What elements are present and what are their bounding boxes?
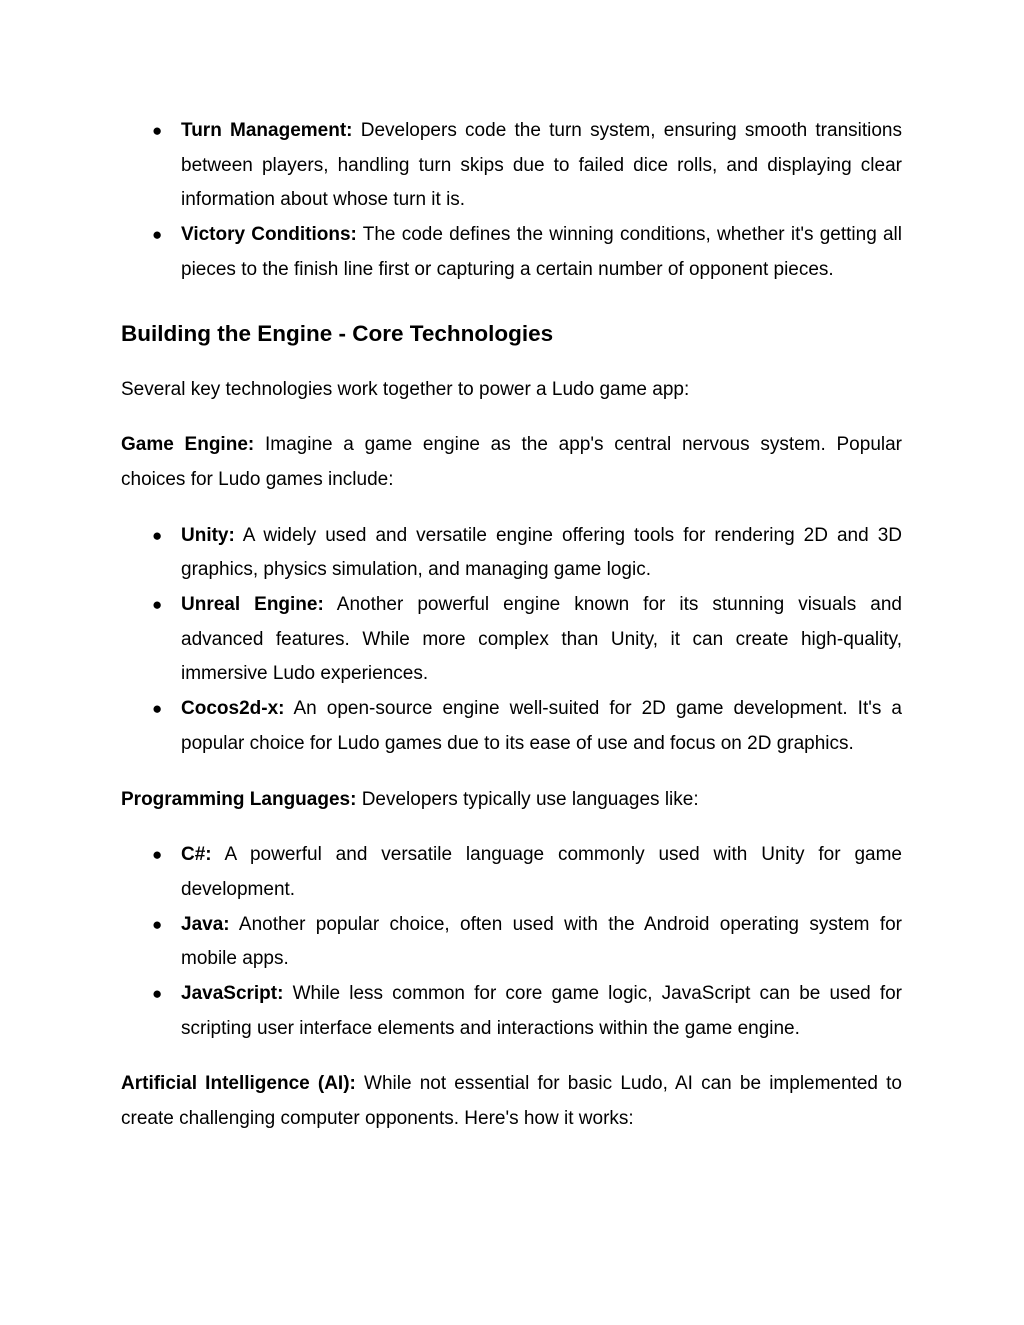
list-item-text: A widely used and versatile engine offering tools for rendering 2D and 3D graphics, physics simulation, and managing game logic. [181,524,902,581]
paragraph-term: Artificial Intelligence (AI): [121,1073,356,1095]
paragraph-text: Developers typically use languages like: [356,788,699,810]
paragraph-term: Programming Languages: [121,788,357,810]
paragraph-text: While not essential for basic Ludo, AI can be implemented to create challenging computer opponents. Here's how it works: [121,1073,902,1130]
list-item-term: Java: [181,913,230,935]
list-item-term: Cocos2d-x: [181,698,285,720]
ai-paragraph [121,1067,902,1136]
bullet-icon: ● [152,845,163,865]
list-item-text: An open-source engine well-suited for 2D game development. It's a popular choice for Ludo games due to its ease of use and focus on 2D graphics. [181,698,902,754]
list-item-text: A powerful and versatile language commonly used with Unity for game development. [181,844,902,900]
document-page [121,114,902,1137]
list-item [121,692,902,761]
intro-paragraph: Several key technologies work together to power a Ludo game app: [121,378,690,400]
list-item-term: C#: [181,844,212,866]
paragraph-text: Imagine a game engine as the app's central nervous system. Popular choices for Ludo games include: [121,434,903,490]
list-item-text: While less common for core game logic, JavaScript can be used for scripting user interface elements and interactions within the game engine. [181,983,902,1039]
list-item-text: Developers code the turn system, ensuring smooth transitions between players, handling turn skips due to failed dice rolls, and displaying clear information about whose turn it is. [181,120,902,211]
list-item [121,977,902,1046]
game-engine-paragraph [121,428,902,497]
list-item-term: JavaScript: [181,983,284,1005]
bullet-icon: ● [152,595,163,615]
list-item-term: Unity: [181,524,235,546]
paragraph-term: Game Engine: [121,434,255,456]
list-item [121,838,902,907]
bullet-icon: ● [152,914,163,934]
list-item [121,218,902,287]
list-item-term: Unreal Engine: [181,594,324,616]
bullet-icon: ● [152,984,163,1004]
languages-list [121,838,902,1046]
list-item [121,908,902,977]
languages-paragraph [121,783,902,818]
section-heading: Building the Engine - Core Technologies [121,320,554,346]
list-item-term: Victory Conditions: [181,224,357,246]
list-item [121,114,902,218]
list-item-text: Another powerful engine known for its stunning visuals and advanced features. While more complex than Unity, it can create high-quality, immersive Ludo experiences. [181,594,902,685]
bullet-icon: ● [152,121,163,140]
game-logic-list [121,114,902,288]
engines-list [121,519,902,762]
list-item-text: Another popular choice, often used with the Android operating system for mobile apps. [181,913,902,970]
bullet-icon: ● [152,225,163,245]
list-item [121,588,902,692]
list-item-text: The code defines the winning conditions, whether it's getting all pieces to the finish line first or capturing a certain number of opponent pieces. [181,224,902,280]
list-item [121,519,902,588]
bullet-icon: ● [152,525,163,545]
list-item-term: Turn Management: [181,120,353,141]
bullet-icon: ● [152,699,163,719]
